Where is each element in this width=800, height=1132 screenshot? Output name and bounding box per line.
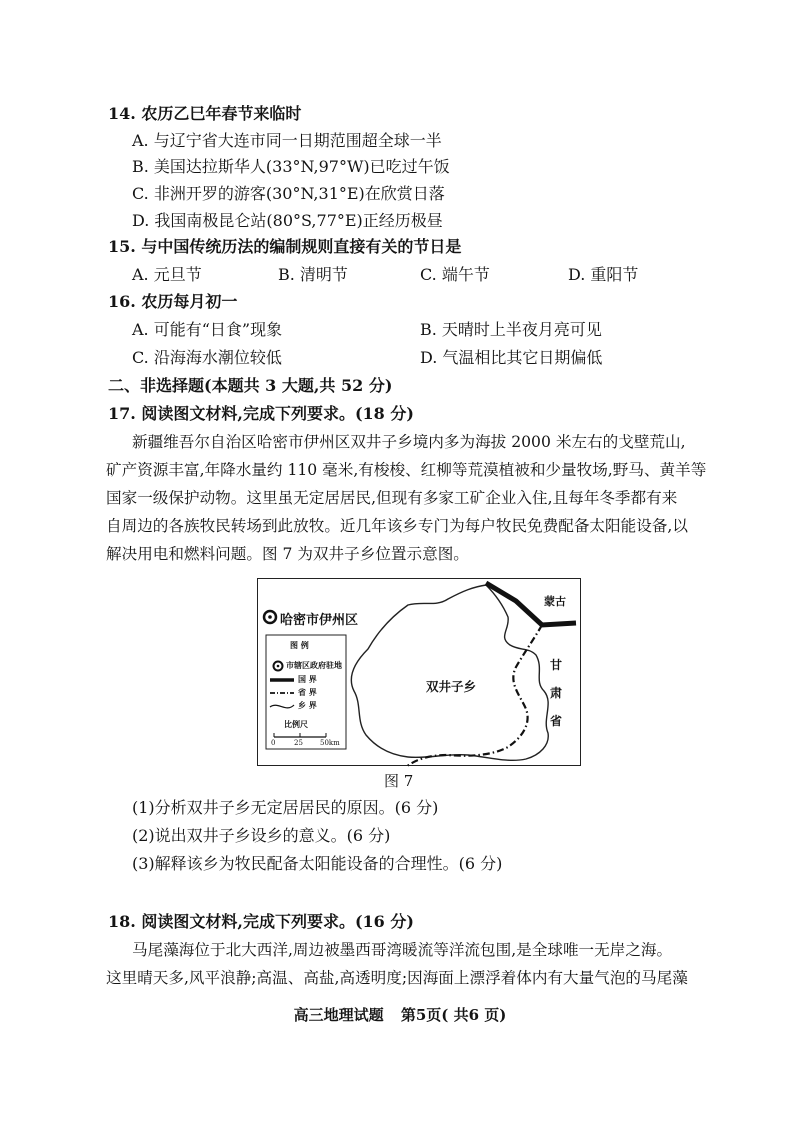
q15-option-c: C. 端午节: [420, 265, 490, 284]
q14-option-b: B. 美国达拉斯华人(33°N,97°W)已吃过午饭: [132, 157, 450, 176]
q15-option-d: D. 重阳节: [568, 265, 639, 284]
q15-stem: 15. 与中国传统历法的编制规则直接有关的节日是: [108, 237, 462, 256]
q17-paragraph-line: 矿产资源丰富,年降水量约 110 毫米,有梭梭、红柳等荒漠植被和少量牧场,野马、黄羊等: [106, 461, 707, 479]
q18-stem: 18. 阅读图文材料,完成下列要求。(16 分): [108, 912, 414, 931]
q17-paragraph-line: 解决用电和燃料问题。图 7 为双井子乡位置示意图。: [106, 545, 469, 563]
q17-paragraph-line: 新疆维吾尔自治区哈密市伊州区双井子乡境内多为海拔 2000 米左右的戈壁荒山,: [132, 433, 686, 451]
page-footer: [0, 1004, 800, 1025]
map-drawing: [258, 579, 582, 767]
q14-option-d: D. 我国南极昆仑站(80°S,77°E)正经历极昼: [132, 211, 443, 230]
q16-option-c: C. 沿海海水潮位较低: [132, 348, 282, 367]
legend-title: 图 例: [290, 640, 309, 650]
q17-sub-question-1: (1)分析双井子乡无定居居民的原因。(6 分): [132, 798, 439, 817]
figure-7-map: [257, 578, 581, 766]
q15-option-b: B. 清明节: [278, 265, 348, 284]
city-label: 哈密市伊州区: [280, 613, 359, 628]
city-symbol-dot: [268, 615, 272, 619]
q16-option-a: A. 可能有“日食”现象: [132, 320, 283, 339]
q17-paragraph-line: 自周边的各族牧民转场到此放牧。近几年该乡专门为每户牧民免费配备太阳能设备,以: [106, 517, 688, 535]
scale-tick-label: 50km: [320, 739, 340, 747]
township-label: 双井子乡: [426, 679, 477, 694]
legend-item-national: 国 界: [298, 674, 317, 684]
q16-stem: 16. 农历每月初一: [108, 292, 238, 311]
q17-paragraph-line: 国家一级保护动物。这里虽无定居居民,但现有多家工矿企业入住,且每年冬季都有来: [106, 489, 678, 507]
gansu-label: 甘肃省: [550, 658, 563, 728]
q17-sub-question-3: (3)解释该乡为牧民配备太阳能设备的合理性。(6 分): [132, 854, 503, 873]
q18-paragraph-line: 马尾藻海位于北大西洋,周边被墨西哥湾暖流等洋流包围,是全球唯一无岸之海。: [132, 941, 673, 959]
scale-tick-label: 25: [294, 739, 303, 747]
q17-sub-question-2: (2)说出双井子乡设乡的意义。(6 分): [132, 826, 391, 845]
q16-option-b: B. 天晴时上半夜月亮可见: [420, 320, 602, 339]
scale-title: 比例尺: [284, 719, 308, 729]
q18-paragraph-line: 这里晴天多,风平浪静;高温、高盐,高透明度;因海面上漂浮着体内有大量气泡的马尾藻: [106, 969, 688, 987]
q14-option-a: A. 与辽宁省大连市同一日期范围超全球一半: [132, 131, 442, 150]
legend-item-township: 乡 界: [298, 700, 317, 710]
q17-stem: 17. 阅读图文材料,完成下列要求。(18 分): [108, 404, 414, 423]
mongolia-label: 蒙古: [544, 595, 566, 608]
township-boundary: [351, 585, 548, 760]
footer-page-number: 第5页( 共6 页): [400, 1006, 507, 1024]
q14-stem: 14. 农历乙巳年春节来临时: [108, 104, 302, 123]
legend-item-provincial: 省 界: [298, 687, 317, 697]
legend-item-seat: 市辖区政府驻地: [286, 660, 342, 670]
provincial-border: [406, 625, 542, 767]
q14-option-c: C. 非洲开罗的游客(30°N,31°E)在欣赏日落: [132, 184, 445, 203]
q15-option-a: A. 元旦节: [132, 265, 202, 284]
q16-option-d: D. 气温相比其它日期偏低: [420, 348, 603, 367]
figure-7-caption: 图 7: [384, 772, 414, 790]
footer-subject: 高三地理试题: [293, 1006, 384, 1024]
section-2-heading: 二、非选择题(本题共 3 大题,共 52 分): [108, 376, 393, 395]
scale-tick-label: 0: [271, 739, 276, 747]
legend-seat-symbol-dot: [277, 665, 280, 668]
